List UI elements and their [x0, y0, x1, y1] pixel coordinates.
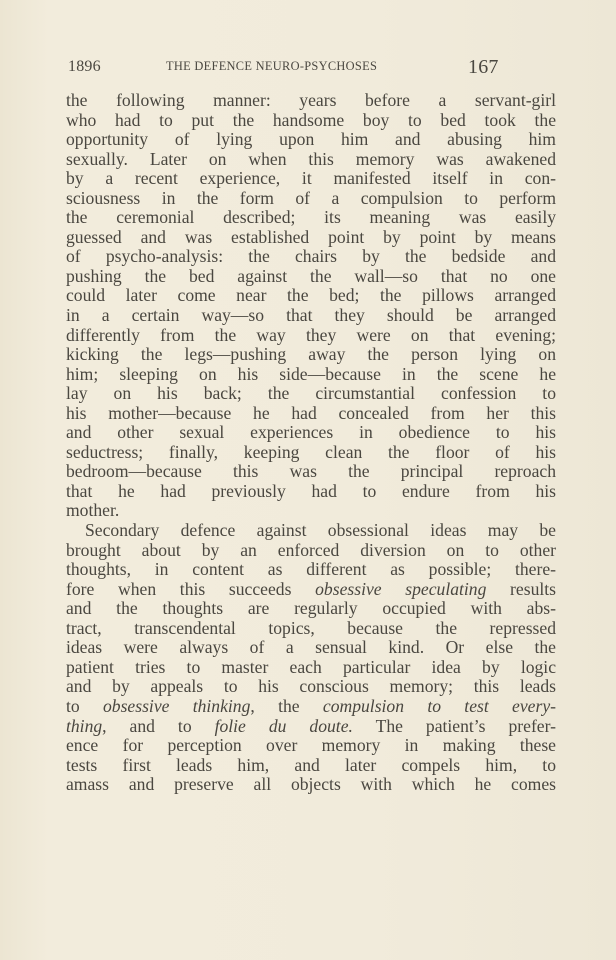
text-line — [66, 521, 556, 541]
text-segment: and by appeals to his conscious memory; this leads — [66, 676, 556, 697]
text-line — [66, 775, 556, 795]
text-line — [66, 306, 556, 326]
text-segment: results — [486, 578, 556, 599]
text-line — [66, 736, 556, 756]
text-segment: guessed and was established point by point by means — [66, 226, 556, 247]
text-line — [66, 247, 556, 267]
text-line — [66, 717, 556, 737]
text-line — [66, 345, 556, 365]
text-segment: that he had previously had to endure from his — [66, 480, 556, 501]
text-segment: amass and preserve all objects with which he comes — [66, 774, 556, 795]
text-segment: tract, transcendental topics, because the repressed — [66, 617, 556, 638]
text-line — [66, 560, 556, 580]
text-segment: , and to — [102, 715, 215, 736]
text-segment: his mother—because he had concealed from her this — [66, 402, 556, 423]
running-head — [68, 56, 508, 80]
text-line — [66, 677, 556, 697]
text-segment: The patient’s prefer- — [352, 715, 556, 736]
text-line — [66, 756, 556, 776]
text-line — [66, 404, 556, 424]
text-segment: the ceremonial described; its meaning was easily — [66, 207, 556, 228]
text-segment: opportunity of lying upon him and abusing him — [66, 129, 556, 150]
text-line — [66, 462, 556, 482]
text-line — [66, 580, 556, 600]
text-line — [66, 189, 556, 209]
text-line — [66, 638, 556, 658]
italic-phrase: folie du doute. — [214, 715, 353, 736]
text-segment: by a recent experience, it manifested itself in con- — [66, 168, 556, 189]
text-segment: and the thoughts are regularly occupied with abs- — [66, 598, 556, 619]
text-line — [66, 326, 556, 346]
text-line — [66, 150, 556, 170]
text-line — [66, 541, 556, 561]
text-segment: seductress; finally, keeping clean the floor of his — [66, 441, 556, 462]
text-segment: could later come near the bed; the pillows arranged — [66, 285, 556, 306]
text-segment: fore when this succeeds — [66, 578, 316, 599]
text-line — [66, 208, 556, 228]
text-segment: , the — [250, 695, 323, 716]
italic-phrase: obsessive thinking — [102, 695, 251, 716]
text-segment: ideas were always of a sensual kind. Or else the — [66, 637, 556, 658]
text-line — [66, 423, 556, 443]
text-segment: sexually. Later on when this memory was awakened — [66, 148, 556, 169]
text-segment: tests first leads him, and later compels him, to — [66, 754, 556, 775]
text-segment: to — [66, 695, 103, 716]
italic-phrase: obsessive speculating — [315, 578, 487, 599]
text-line — [66, 501, 556, 521]
text-segment: Secondary defence against obsessional ideas may be — [85, 520, 556, 541]
text-segment: mother. — [66, 500, 120, 521]
text-line — [66, 91, 556, 111]
text-line — [66, 599, 556, 619]
text-line — [66, 267, 556, 287]
text-segment: who had to put the handsome boy to bed took the — [66, 109, 556, 130]
text-line — [66, 697, 556, 717]
text-line — [66, 658, 556, 678]
text-segment: and other sexual experiences in obedience to his — [66, 422, 556, 443]
page-number: 167 — [468, 56, 499, 78]
text-line — [66, 169, 556, 189]
text-line — [66, 482, 556, 502]
text-segment: kicking the legs—pushing away the person lying on — [66, 344, 556, 365]
text-line — [66, 111, 556, 131]
text-segment: pushing the bed against the wall—so that no one — [66, 265, 556, 286]
text-segment: ence for perception over memory in making these — [66, 735, 556, 756]
text-segment: thoughts, in content as different as possible; there- — [66, 559, 556, 580]
running-head-title: THE DEFENCE NEURO-PSYCHOSES — [166, 59, 378, 73]
text-segment: patient tries to master each particular idea by logic — [66, 656, 556, 677]
body-text — [66, 91, 556, 795]
text-line — [66, 286, 556, 306]
text-segment: him; sleeping on his side—because in the scene he — [66, 363, 556, 384]
text-line — [66, 443, 556, 463]
text-segment: differently from the way they were on that evening; — [66, 324, 556, 345]
text-line — [66, 365, 556, 385]
italic-phrase: compulsion to test every- — [322, 695, 556, 716]
text-segment: brought about by an enforced diversion on to other — [66, 539, 556, 560]
text-line — [66, 384, 556, 404]
running-head-year: 1896 — [68, 58, 101, 75]
text-line — [66, 619, 556, 639]
italic-phrase: thing — [66, 715, 103, 736]
text-segment: the following manner: years before a servant-girl — [66, 90, 556, 110]
text-segment: of psycho-analysis: the chairs by the bedside and — [66, 246, 556, 267]
text-segment: lay on his back; the circumstantial confession to — [66, 383, 556, 404]
text-segment: bedroom—because this was the principal reproach — [66, 461, 556, 482]
text-segment: in a certain way—so that they should be arranged — [66, 305, 556, 326]
text-segment: sciousness in the form of a compulsion to perform — [66, 187, 556, 208]
text-line — [66, 130, 556, 150]
text-line — [66, 228, 556, 248]
